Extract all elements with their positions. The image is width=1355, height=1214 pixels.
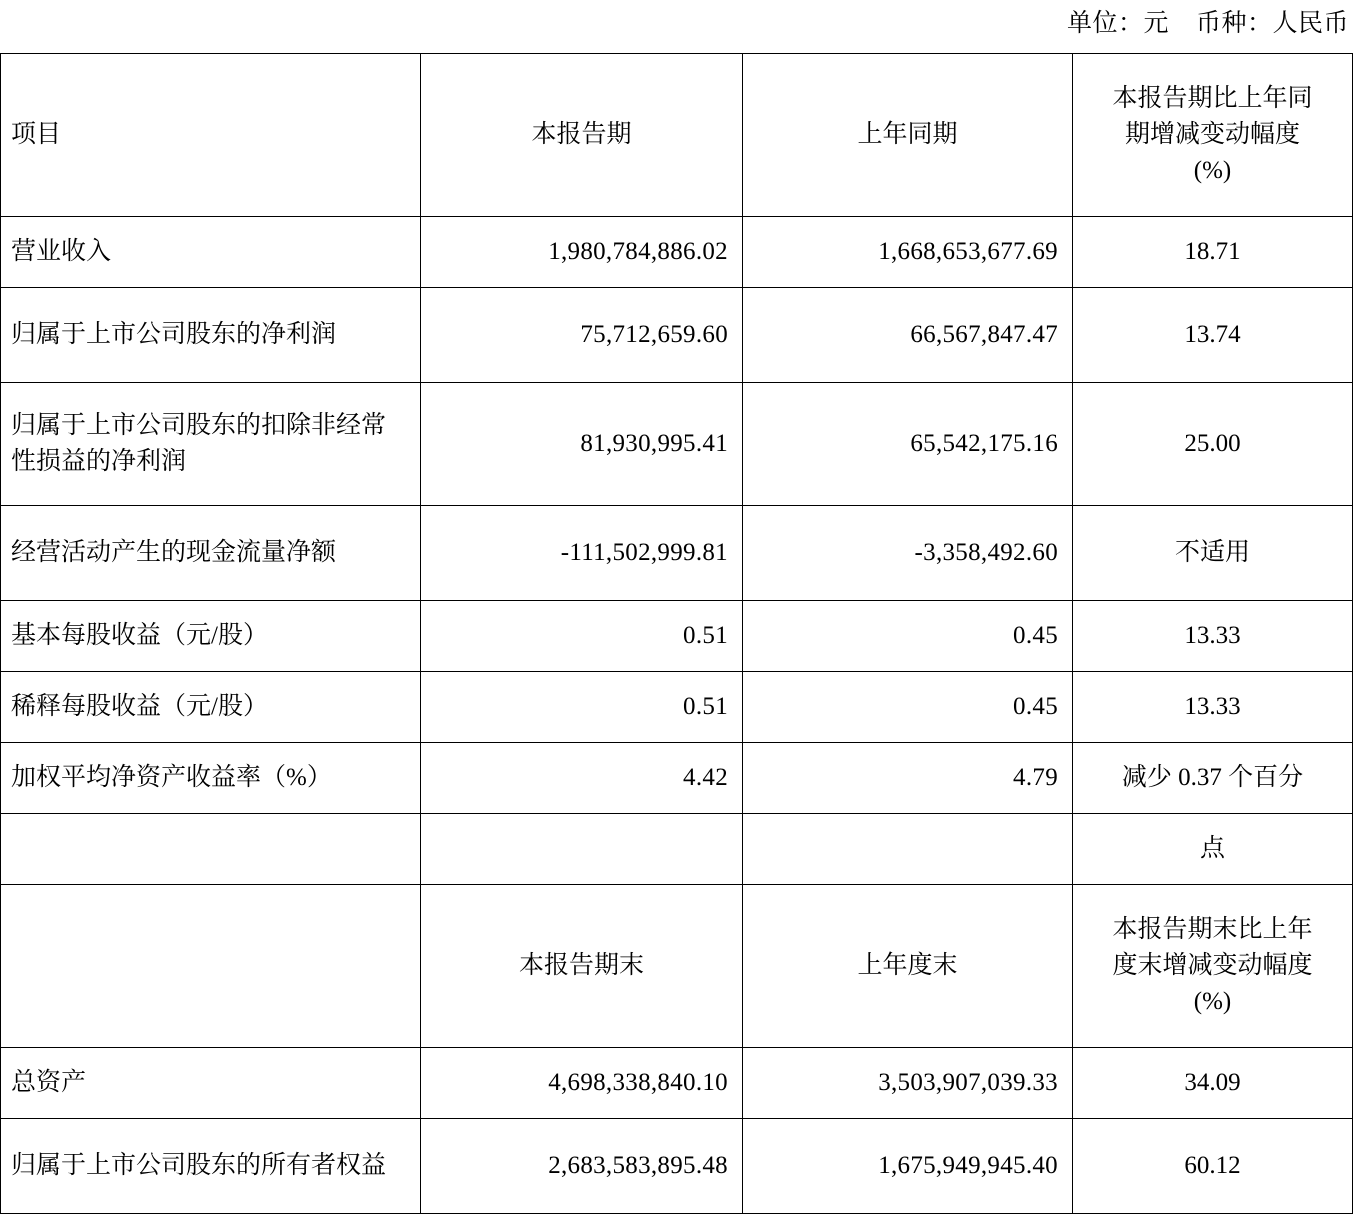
row-change-value: 25.00 bbox=[1073, 383, 1353, 506]
row-label: 总资产 bbox=[1, 1048, 421, 1119]
header-change-period-end bbox=[1073, 885, 1353, 1048]
header-previous-period: 上年同期 bbox=[743, 54, 1073, 217]
table-row-continuation bbox=[1, 814, 1353, 885]
table-row bbox=[1, 1119, 1353, 1214]
row-previous-value: 0.45 bbox=[743, 672, 1073, 743]
row-change-value-continued: 点 bbox=[1073, 814, 1353, 885]
unit-currency-note: 单位：元 币种：人民币 bbox=[1066, 10, 1349, 37]
header-change-end-line1: 本报告期末比上年 bbox=[1112, 915, 1313, 943]
row-label: 稀释每股收益（元/股） bbox=[1, 672, 421, 743]
row-current-value: 1,980,784,886.02 bbox=[421, 217, 743, 288]
row-change-value: 减少 0.37 个百分 bbox=[1073, 743, 1353, 814]
header-item-label: 项目 bbox=[1, 54, 421, 217]
table-row bbox=[1, 383, 1353, 506]
row-previous-value: -3,358,492.60 bbox=[743, 506, 1073, 601]
row-previous-value: 65,542,175.16 bbox=[743, 383, 1073, 506]
table-row bbox=[1, 743, 1353, 814]
row-change-value: 13.33 bbox=[1073, 601, 1353, 672]
row-current-value: 0.51 bbox=[421, 601, 743, 672]
row-previous-value: 0.45 bbox=[743, 601, 1073, 672]
header-change-line1: 本报告期比上年同 bbox=[1112, 84, 1313, 112]
header-change-line3: (%) bbox=[1193, 157, 1232, 185]
table-header-row-period bbox=[1, 54, 1353, 217]
row-current-value: 4.42 bbox=[421, 743, 743, 814]
row-previous-value: 4.79 bbox=[743, 743, 1073, 814]
table-row bbox=[1, 601, 1353, 672]
financial-summary-table bbox=[0, 53, 1353, 1214]
row-change-value: 60.12 bbox=[1073, 1119, 1353, 1214]
row-current-value: 75,712,659.60 bbox=[421, 288, 743, 383]
row-previous-value: 1,668,653,677.69 bbox=[743, 217, 1073, 288]
row-change-value: 13.33 bbox=[1073, 672, 1353, 743]
row-previous-empty bbox=[743, 814, 1073, 885]
table-row bbox=[1, 1048, 1353, 1119]
row-change-value: 13.74 bbox=[1073, 288, 1353, 383]
row-label: 经营活动产生的现金流量净额 bbox=[1, 506, 421, 601]
table-row bbox=[1, 672, 1353, 743]
row-label: 营业收入 bbox=[1, 217, 421, 288]
row-change-value: 34.09 bbox=[1073, 1048, 1353, 1119]
row-change-value: 不适用 bbox=[1073, 506, 1353, 601]
row-current-value: 81,930,995.41 bbox=[421, 383, 743, 506]
table-row bbox=[1, 506, 1353, 601]
header-change-end-line3: (%) bbox=[1193, 988, 1232, 1016]
row-label: 归属于上市公司股东的扣除非经常性损益的净利润 bbox=[1, 383, 421, 506]
row-previous-value: 3,503,907,039.33 bbox=[743, 1048, 1073, 1119]
row-previous-value: 1,675,949,945.40 bbox=[743, 1119, 1073, 1214]
row-current-value: 0.51 bbox=[421, 672, 743, 743]
row-label-empty bbox=[1, 814, 421, 885]
table-header-row-balance bbox=[1, 885, 1353, 1048]
header-current-period: 本报告期 bbox=[421, 54, 743, 217]
header-change-end-line2: 度末增减变动幅度 bbox=[1112, 951, 1313, 979]
header-current-period-end: 本报告期末 bbox=[421, 885, 743, 1048]
header-previous-year-end: 上年度末 bbox=[743, 885, 1073, 1048]
row-previous-value: 66,567,847.47 bbox=[743, 288, 1073, 383]
row-current-value: 2,683,583,895.48 bbox=[421, 1119, 743, 1214]
row-label: 归属于上市公司股东的所有者权益 bbox=[1, 1119, 421, 1214]
row-current-empty bbox=[421, 814, 743, 885]
row-label: 加权平均净资产收益率（%） bbox=[1, 743, 421, 814]
row-current-value: -111,502,999.81 bbox=[421, 506, 743, 601]
table-row bbox=[1, 217, 1353, 288]
row-change-value: 18.71 bbox=[1073, 217, 1353, 288]
row-label: 归属于上市公司股东的净利润 bbox=[1, 288, 421, 383]
header-item-label-empty bbox=[1, 885, 421, 1048]
table-row bbox=[1, 288, 1353, 383]
header-change-period bbox=[1073, 54, 1353, 217]
row-label: 基本每股收益（元/股） bbox=[1, 601, 421, 672]
row-current-value: 4,698,338,840.10 bbox=[421, 1048, 743, 1119]
header-change-line2: 期增减变动幅度 bbox=[1124, 120, 1300, 148]
